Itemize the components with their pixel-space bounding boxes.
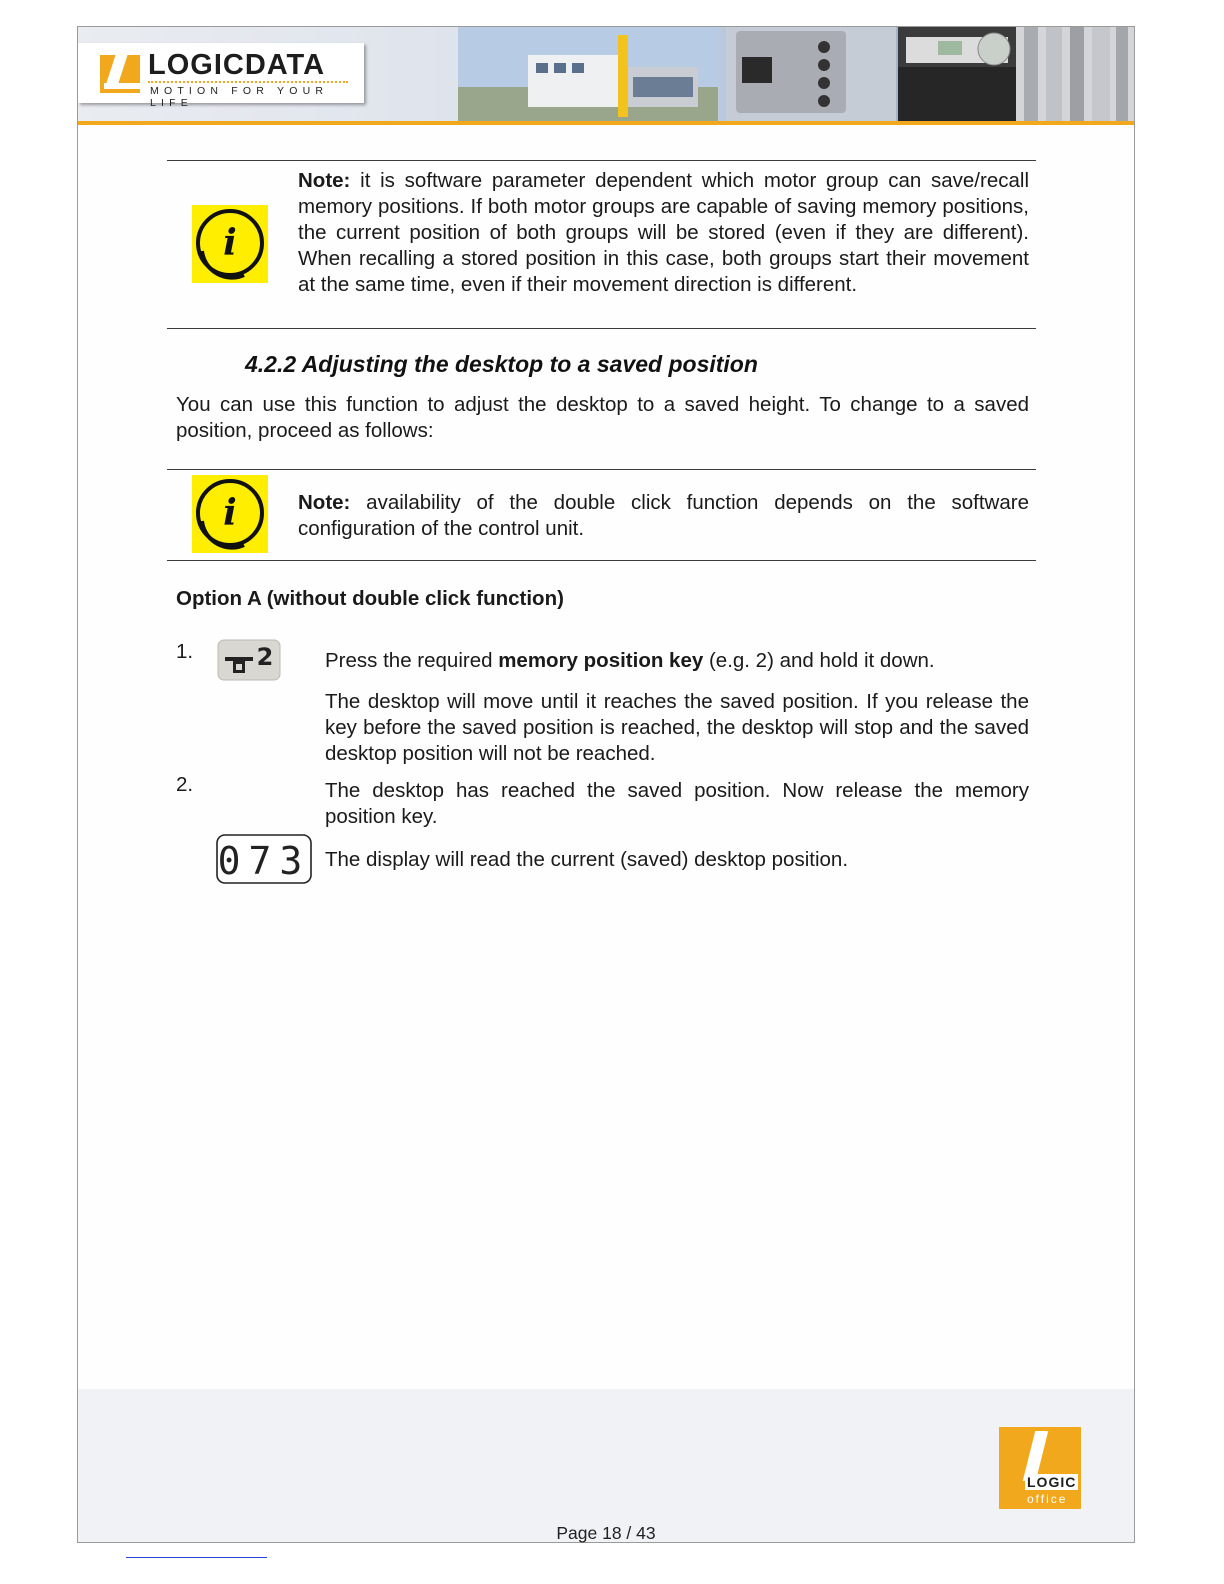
info-icon [192,205,268,283]
page-footer [78,1389,1134,1542]
building-photo [458,27,718,121]
brand-tagline: MOTION FOR YOUR LIFE [150,85,329,109]
section-heading: 4.2.2 Adjusting the desktop to a saved position [245,351,758,377]
note-box [167,469,1036,561]
document-page [77,26,1135,1543]
svg-text:i: i [223,222,237,264]
logic-office-logo: LOGIC office [999,1427,1081,1509]
footnote-rule [126,1557,267,1558]
step-instruction: The desktop has reached the saved position. Now release the memory position key. [325,779,1029,828]
brand-name: LOGICDATA [148,49,326,81]
page-number: Page 18 / 43 [556,1523,656,1543]
info-icon [192,475,268,553]
step-number: 1. [176,640,194,663]
memory-key-2-icon [217,639,281,681]
column-photo [1016,27,1134,121]
step-detail: The desktop will move until it reaches the saved position. If you release the key before the saved position is reached, the desktop will stop and the saved desktop position will not be reached. [325,690,1029,765]
height-display-icon [216,834,312,884]
logo-mark-icon [100,55,140,93]
handset-photo [898,27,1016,121]
display-note: The display will read the current (saved) desktop position. [325,848,849,871]
control-box-photo [726,27,896,121]
page-header [78,27,1134,125]
svg-text:i: i [223,492,237,534]
note-text: Note: availability of the double click function depends on the software configuration of the control unit. [298,491,1029,540]
step-instruction: Press the required memory position key (e.g. 2) and hold it down. [325,649,935,672]
option-heading: Option A (without double click function) [176,587,564,610]
section-intro: You can use this function to adjust the desktop to a saved height. To change to a saved position, proceed as follows: [176,393,1029,442]
step-number: 2. [176,773,194,796]
key-label: 2 [256,643,274,671]
logicdata-logo [78,43,364,109]
note-text: Note: it is software parameter dependent which motor group can save/recall memory positions. If both motor groups are capable of saving memory positions, the current position of both groups will be stored (even if they are different). When recalling a stored position in this case, both groups start their movement at the same time, even if their movement direction is different. [298,169,1029,296]
note-box [167,160,1036,329]
display-value: 073 [217,839,311,883]
